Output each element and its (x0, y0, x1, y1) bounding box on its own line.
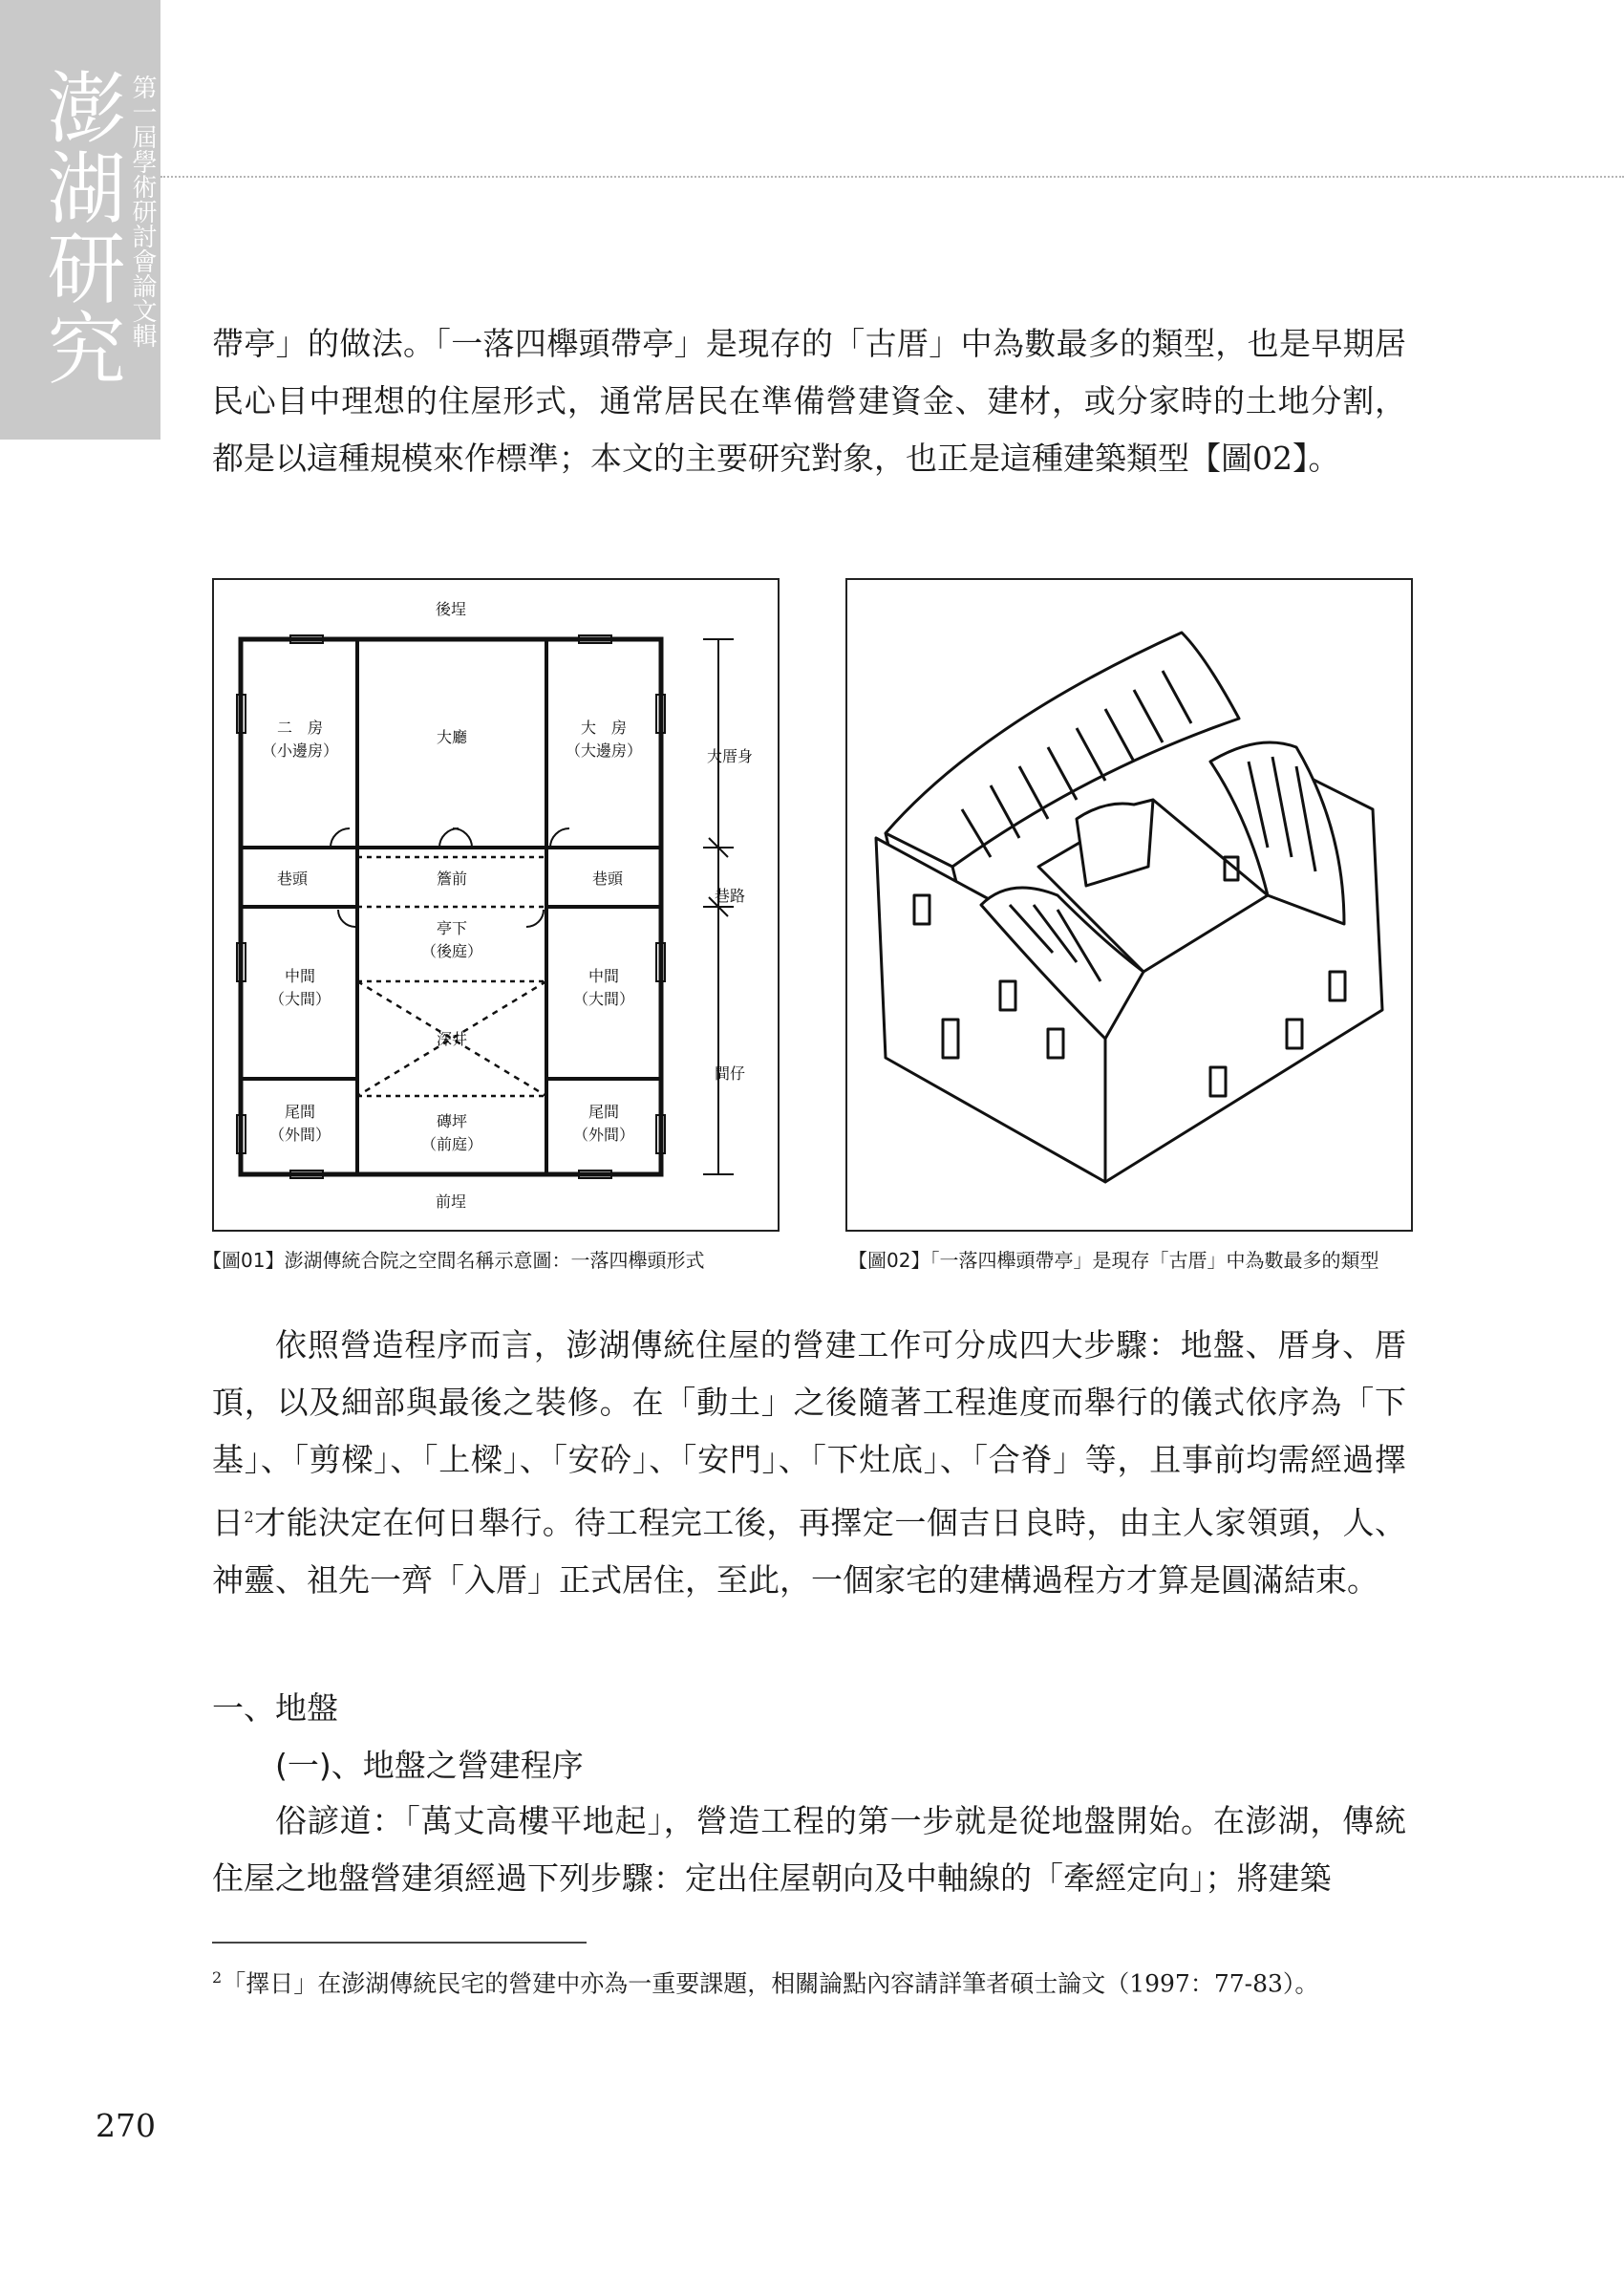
label-second-room-sub: （小邊房） (261, 741, 339, 760)
footnote-ref: 2 (244, 1508, 254, 1526)
body-paragraph-text: 依照營造程序而言，澎湖傳統住屋的營建工作可分成四大步驟：地盤、厝身、厝頂，以及細部與最後之裝修。在「動土」之後隨著工程進度而舉行的儀式依序為「下基」、「剪樑」、「上樑」、「安砛」、「安門」、「下灶底」、「合脊」等，且事前均需經過擇日 (212, 1326, 1406, 1541)
intro-paragraph (212, 315, 1406, 487)
figure-1-floor-plan (212, 578, 780, 1232)
figure-2-house-sketch (845, 578, 1413, 1232)
intro-paragraph-text: 帶亭」的做法。「一落四櫸頭帶亭」是現存的「古厝」中為數最多的類型，也是早期居民心目中理想的住屋形式，通常居民在準備營建資金、建材，或分家時的土地分割，都是以這種規模來作標準；本文的主要研究對象，也正是這種建築類型【圖02】。 (212, 325, 1406, 477)
header-dotted-rule (160, 176, 1624, 178)
label-courtyard-sub: （前庭） (420, 1135, 483, 1153)
label-eave-front: 簷前 (436, 870, 468, 888)
label-lane-right: 巷頭 (591, 870, 624, 888)
body-paragraph (212, 1317, 1406, 1609)
label-well: 深井 (436, 1030, 468, 1048)
label-front-wall: 前埕 (435, 1192, 467, 1211)
label-dim-lane: 巷路 (714, 887, 746, 905)
label-big-room-sub: （大邊房） (565, 741, 643, 760)
section-paragraph-text: 俗諺道：「萬丈高樓平地起」，營造工程的第一步就是從地盤開始。在澎湖，傳統住屋之地盤營建須經過下列步驟：定出住屋朝向及中軸線的「牽經定向」；將建築 (212, 1802, 1406, 1897)
footnote (212, 1959, 1416, 2003)
label-tail-right-sub: （外間） (572, 1126, 635, 1144)
label-dim-wing: 間仔 (714, 1064, 746, 1083)
series-title: 澎湖研究 (34, 67, 125, 388)
footnote-text: 「擇日」在澎湖傳統民宅的營建中亦為一重要課題，相關論點內容請詳筆者碩士論文（1997：77-83）。 (222, 1969, 1319, 1998)
house-sketch-drawing (847, 580, 1411, 1230)
figure-1-caption: 【圖01】澎湖傳統合院之空間名稱示意圖：一落四櫸頭形式 (203, 1249, 705, 1272)
floor-plan-diagram (214, 580, 778, 1230)
label-pavilion: 亭下 (436, 919, 468, 937)
label-big-room: 大 房 (580, 719, 628, 737)
series-subtitle: 第一屆學術研討會論文輯 (128, 75, 157, 348)
label-middle-right-sub: （大間） (572, 990, 635, 1008)
label-lane-left: 巷頭 (276, 870, 309, 888)
label-back-wall: 後埕 (435, 600, 467, 618)
label-hall: 大廳 (436, 728, 468, 746)
label-middle-left: 中間 (284, 967, 316, 985)
section-heading: 一、地盤 (212, 1689, 338, 1727)
label-middle-right: 中間 (588, 967, 620, 985)
label-courtyard: 磚坪 (436, 1112, 468, 1130)
footnote-number: 2 (212, 1968, 223, 1987)
page-number: 270 (96, 2107, 156, 2144)
figure-2-caption: 【圖02】「一落四櫸頭帶亭」是現存「古厝」中為數最多的類型 (848, 1249, 1379, 1272)
label-second-room: 二 房 (276, 719, 324, 737)
label-middle-left-sub: （大間） (268, 990, 331, 1008)
section-subheading: (一)、地盤之營建程序 (275, 1747, 584, 1784)
footnote-rule (212, 1942, 587, 1944)
label-dim-body: 大厝身 (706, 747, 754, 765)
label-tail-right: 尾間 (588, 1103, 620, 1121)
label-tail-left: 尾間 (284, 1103, 316, 1121)
label-pavilion-sub: （後庭） (420, 942, 483, 960)
section-paragraph (212, 1793, 1406, 1907)
label-tail-left-sub: （外間） (268, 1126, 331, 1144)
body-paragraph-continued: 才能決定在何日舉行。待工程完工後，再擇定一個吉日良時，由主人家領頭，人、神靈、祖先一齊「入厝」正式居住，至此，一個家宅的建構過程方才算是圓滿結束。 (212, 1504, 1407, 1599)
